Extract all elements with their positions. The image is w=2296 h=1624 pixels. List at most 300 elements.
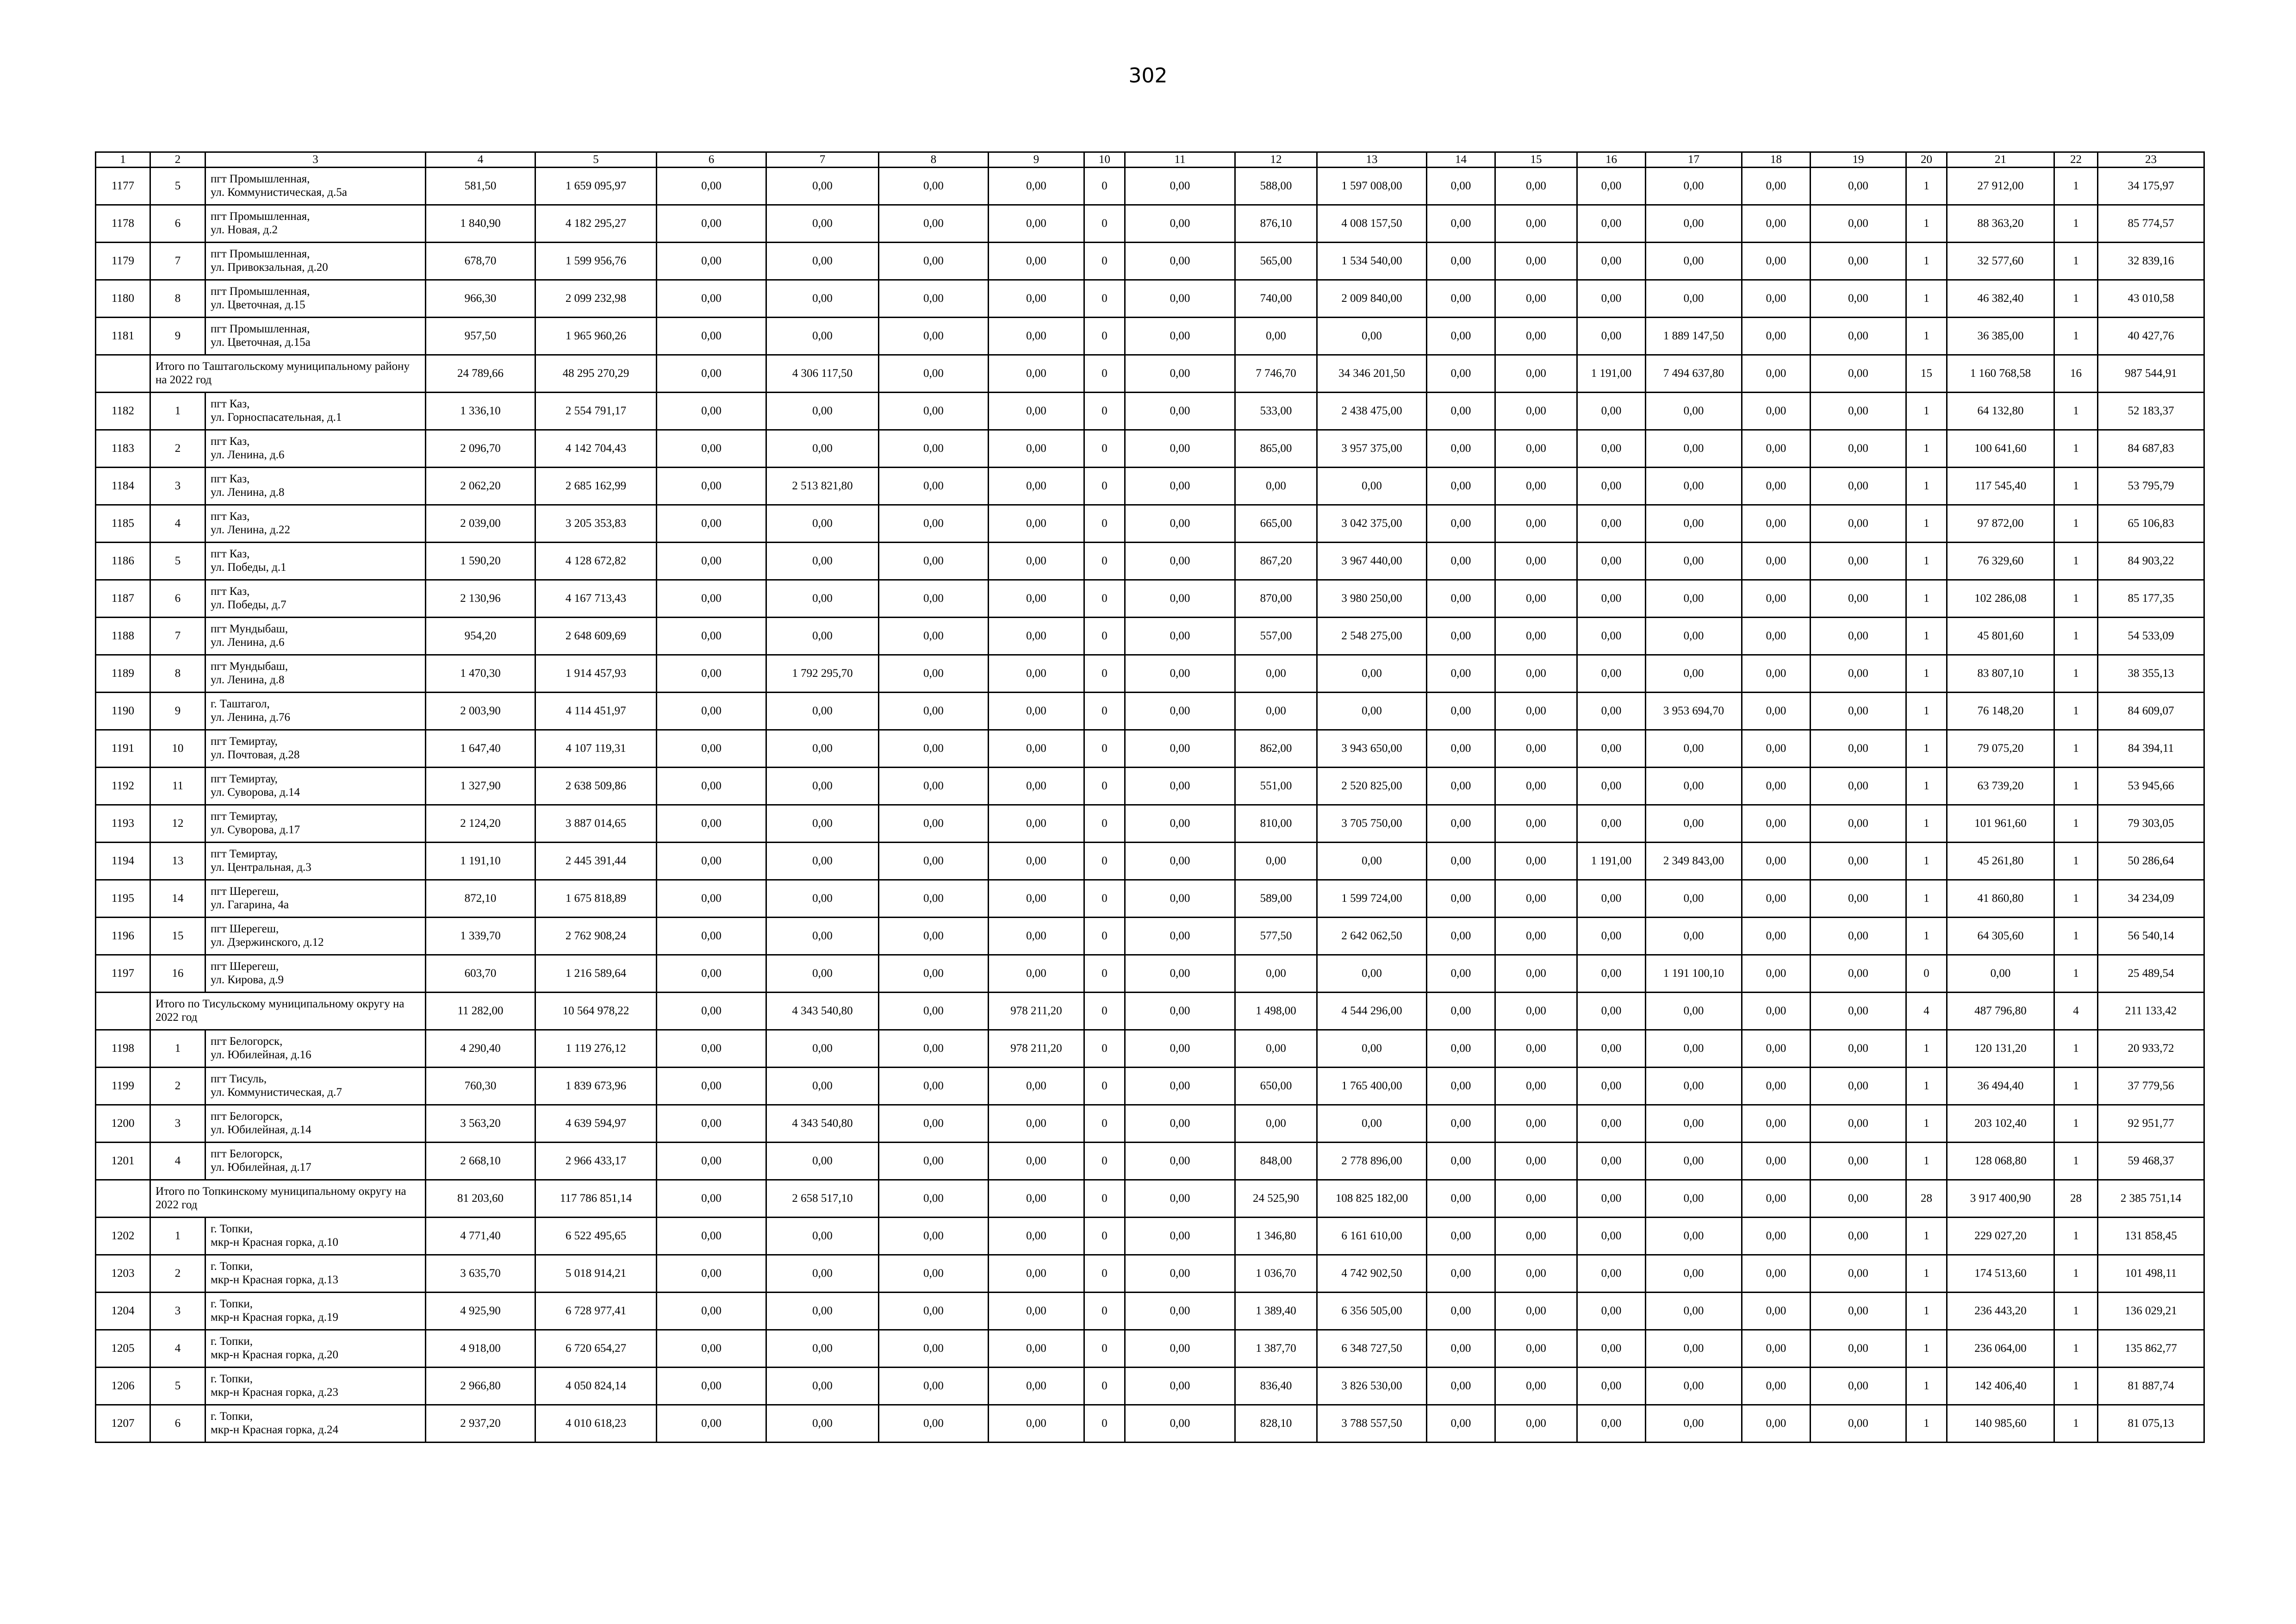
value-cell: 1	[1906, 880, 1947, 918]
value-cell: 1 160 768,58	[1947, 355, 2054, 393]
address-locality: пгт Промышленная,	[211, 285, 310, 298]
value-cell: 0,00	[1495, 1180, 1577, 1218]
value-cell: 0,00	[657, 1068, 766, 1105]
value-cell: 0,00	[1811, 1218, 1906, 1255]
value-cell: 0,00	[879, 1068, 989, 1105]
value-cell: 140 985,60	[1947, 1405, 2054, 1443]
value-cell: 0,00	[1125, 393, 1235, 430]
value-cell: 76 148,20	[1947, 693, 2054, 730]
address-cell	[205, 805, 426, 843]
value-cell: 872,10	[426, 880, 535, 918]
value-cell: 0,00	[657, 993, 766, 1030]
value-cell: 0,00	[1125, 355, 1235, 393]
value-cell: 1 387,70	[1235, 1330, 1317, 1368]
value-cell: 1	[2054, 768, 2098, 805]
value-cell: 0,00	[1577, 955, 1646, 993]
column-header: 12	[1235, 152, 1317, 168]
value-cell: 1	[1906, 1030, 1947, 1068]
value-cell: 0	[1084, 280, 1125, 318]
value-cell: 0,00	[989, 655, 1084, 693]
value-cell: 0,00	[1577, 168, 1646, 205]
value-cell: 0	[1084, 1293, 1125, 1330]
value-cell: 128 068,80	[1947, 1143, 2054, 1180]
address-cell	[205, 280, 426, 318]
table-row	[96, 1105, 2204, 1143]
value-cell: 85 774,57	[2098, 205, 2204, 243]
value-cell: 1	[2054, 1368, 2098, 1405]
value-cell: 0,00	[657, 580, 766, 618]
address-cell	[205, 1068, 426, 1105]
value-cell: 0,00	[1742, 618, 1811, 655]
value-cell: 1	[2054, 1330, 2098, 1368]
value-cell: 0,00	[766, 955, 879, 993]
row-number: 1190	[96, 693, 150, 730]
value-cell: 0,00	[1646, 1330, 1742, 1368]
value-cell: 0,00	[657, 655, 766, 693]
sub-number: 2	[150, 1255, 205, 1293]
value-cell: 0,00	[1495, 655, 1577, 693]
column-header: 13	[1317, 152, 1427, 168]
value-cell: 0,00	[1742, 1180, 1811, 1218]
value-cell: 1 534 540,00	[1317, 243, 1427, 280]
value-cell: 81 887,74	[2098, 1368, 2204, 1405]
value-cell: 0,00	[1577, 618, 1646, 655]
value-cell: 0,00	[657, 1368, 766, 1405]
address-street: ул. Привокзальная, д.20	[211, 261, 328, 274]
value-cell: 1	[1906, 1068, 1947, 1105]
value-cell: 0,00	[1427, 468, 1495, 505]
value-cell: 0,00	[989, 580, 1084, 618]
value-cell: 84 687,83	[2098, 430, 2204, 468]
address-locality: пгт Темиртау,	[211, 810, 278, 823]
value-cell: 0,00	[1646, 1405, 1742, 1443]
value-cell: 3 887 014,65	[535, 805, 657, 843]
sub-number: 13	[150, 843, 205, 880]
value-cell: 0,00	[989, 393, 1084, 430]
table-row	[96, 880, 2204, 918]
column-header: 8	[879, 152, 989, 168]
table-row	[96, 655, 2204, 693]
address-cell	[205, 580, 426, 618]
value-cell: 0	[1084, 1143, 1125, 1180]
value-cell: 2 778 896,00	[1317, 1143, 1427, 1180]
value-cell: 0	[1084, 1105, 1125, 1143]
value-cell: 64 132,80	[1947, 393, 2054, 430]
value-cell: 0,00	[1495, 468, 1577, 505]
value-cell: 2 039,00	[426, 505, 535, 543]
value-cell: 0,00	[989, 355, 1084, 393]
value-cell: 0,00	[1646, 1293, 1742, 1330]
value-cell: 0,00	[989, 505, 1084, 543]
value-cell: 0,00	[1646, 280, 1742, 318]
data-table	[95, 151, 2205, 1443]
address-cell	[205, 205, 426, 243]
value-cell: 1	[1906, 393, 1947, 430]
value-cell: 0,00	[989, 843, 1084, 880]
value-cell: 1	[2054, 205, 2098, 243]
value-cell: 0,00	[1125, 1180, 1235, 1218]
total-label: Итого по Тисульскому муниципальному округу на 2022 год	[150, 993, 426, 1030]
value-cell: 1 792 295,70	[766, 655, 879, 693]
table-row	[96, 1368, 2204, 1405]
value-cell: 117 545,40	[1947, 468, 2054, 505]
value-cell: 0,00	[1646, 1030, 1742, 1068]
value-cell: 0,00	[1495, 1143, 1577, 1180]
value-cell: 0,00	[1125, 1218, 1235, 1255]
address-cell	[205, 168, 426, 205]
value-cell: 3 917 400,90	[1947, 1180, 2054, 1218]
value-cell: 0,00	[1742, 580, 1811, 618]
value-cell: 25 489,54	[2098, 955, 2204, 993]
value-cell: 0,00	[1811, 1068, 1906, 1105]
value-cell: 0,00	[1427, 618, 1495, 655]
value-cell: 0,00	[1125, 1105, 1235, 1143]
value-cell: 1	[1906, 1218, 1947, 1255]
value-cell: 1	[1906, 243, 1947, 280]
value-cell: 1	[1906, 693, 1947, 730]
value-cell: 0,00	[1577, 1068, 1646, 1105]
value-cell: 0,00	[1646, 730, 1742, 768]
value-cell: 0,00	[1427, 505, 1495, 543]
value-cell: 0,00	[766, 168, 879, 205]
value-cell: 0,00	[879, 205, 989, 243]
value-cell: 0,00	[1495, 843, 1577, 880]
value-cell: 56 540,14	[2098, 918, 2204, 955]
value-cell: 101 498,11	[2098, 1255, 2204, 1293]
address-cell	[205, 505, 426, 543]
address-cell	[205, 243, 426, 280]
value-cell: 0,00	[879, 693, 989, 730]
value-cell: 53 795,79	[2098, 468, 2204, 505]
value-cell: 236 443,20	[1947, 1293, 2054, 1330]
table-row	[96, 205, 2204, 243]
address-street: мкр-н Красная горка, д.23	[211, 1386, 338, 1399]
value-cell: 0,00	[1125, 1405, 1235, 1443]
sub-number: 9	[150, 693, 205, 730]
value-cell: 0,00	[1811, 655, 1906, 693]
value-cell: 0,00	[1125, 1293, 1235, 1330]
value-cell: 0,00	[1742, 543, 1811, 580]
value-cell: 0,00	[1577, 318, 1646, 355]
value-cell: 0,00	[1495, 1255, 1577, 1293]
address-street: мкр-н Красная горка, д.24	[211, 1424, 338, 1436]
column-header: 3	[205, 152, 426, 168]
table-row	[96, 168, 2204, 205]
value-cell: 84 609,07	[2098, 693, 2204, 730]
row-number: 1182	[96, 393, 150, 430]
value-cell: 4 742 902,50	[1317, 1255, 1427, 1293]
value-cell: 0,00	[657, 955, 766, 993]
sub-number: 10	[150, 730, 205, 768]
value-cell: 0,00	[1742, 468, 1811, 505]
value-cell: 1	[1906, 430, 1947, 468]
address-street: ул. Цветочная, д.15а	[211, 336, 311, 349]
value-cell: 3 826 530,00	[1317, 1368, 1427, 1405]
value-cell: 0,00	[1495, 205, 1577, 243]
table-row	[96, 505, 2204, 543]
value-cell: 16	[2054, 355, 2098, 393]
address-cell	[205, 1255, 426, 1293]
address-street: ул. Ленина, д.8	[211, 674, 285, 686]
value-cell: 0,00	[1577, 1255, 1646, 1293]
value-cell: 551,00	[1235, 768, 1317, 805]
value-cell: 1 840,90	[426, 205, 535, 243]
value-cell: 0,00	[657, 505, 766, 543]
value-cell: 589,00	[1235, 880, 1317, 918]
value-cell: 2 099 232,98	[535, 280, 657, 318]
value-cell: 0,00	[1427, 1293, 1495, 1330]
value-cell: 0,00	[1646, 1255, 1742, 1293]
value-cell: 0,00	[879, 393, 989, 430]
value-cell: 3 705 750,00	[1317, 805, 1427, 843]
address-locality: г. Топки,	[211, 1223, 253, 1236]
value-cell: 36 385,00	[1947, 318, 2054, 355]
value-cell: 1	[1906, 280, 1947, 318]
value-cell: 0,00	[1577, 1218, 1646, 1255]
value-cell: 0,00	[657, 880, 766, 918]
value-cell: 0,00	[879, 1293, 989, 1330]
value-cell: 0,00	[1742, 1255, 1811, 1293]
value-cell: 0,00	[879, 1030, 989, 1068]
value-cell: 533,00	[1235, 393, 1317, 430]
value-cell: 101 961,60	[1947, 805, 2054, 843]
value-cell: 0,00	[766, 730, 879, 768]
value-cell: 1	[2054, 843, 2098, 880]
value-cell: 0,00	[1427, 1255, 1495, 1293]
value-cell: 577,50	[1235, 918, 1317, 955]
value-cell: 0,00	[1646, 618, 1742, 655]
value-cell: 0,00	[1125, 618, 1235, 655]
header-row	[96, 152, 2204, 168]
value-cell: 52 183,37	[2098, 393, 2204, 430]
value-cell: 0,00	[1742, 1030, 1811, 1068]
sub-number: 5	[150, 1368, 205, 1405]
row-number: 1203	[96, 1255, 150, 1293]
value-cell: 0,00	[989, 1218, 1084, 1255]
value-cell: 102 286,08	[1947, 580, 2054, 618]
address-street: ул. Дзержинского, д.12	[211, 936, 324, 949]
value-cell: 0,00	[1811, 430, 1906, 468]
value-cell: 41 860,80	[1947, 880, 2054, 918]
value-cell: 0,00	[1742, 843, 1811, 880]
value-cell: 0,00	[1427, 918, 1495, 955]
value-cell: 0,00	[1235, 843, 1317, 880]
value-cell: 0,00	[1317, 843, 1427, 880]
value-cell: 1 191,00	[1577, 843, 1646, 880]
value-cell: 100 641,60	[1947, 430, 2054, 468]
value-cell: 0,00	[1742, 280, 1811, 318]
column-header: 5	[535, 152, 657, 168]
value-cell: 0,00	[1811, 955, 1906, 993]
value-cell: 0,00	[879, 1368, 989, 1405]
value-cell: 0,00	[1125, 880, 1235, 918]
column-header: 6	[657, 152, 766, 168]
value-cell: 0,00	[1427, 1030, 1495, 1068]
value-cell: 0	[1084, 430, 1125, 468]
value-cell: 92 951,77	[2098, 1105, 2204, 1143]
value-cell: 1 346,80	[1235, 1218, 1317, 1255]
value-cell: 6 161 610,00	[1317, 1218, 1427, 1255]
row-number: 1195	[96, 880, 150, 918]
address-locality: г. Топки,	[211, 1298, 253, 1311]
value-cell: 1	[2054, 318, 2098, 355]
value-cell: 0,00	[657, 280, 766, 318]
value-cell: 6 356 505,00	[1317, 1293, 1427, 1330]
value-cell: 0,00	[1811, 1030, 1906, 1068]
column-header: 16	[1577, 152, 1646, 168]
address-street: ул. Новая, д.2	[211, 224, 278, 236]
value-cell: 0,00	[879, 993, 989, 1030]
row-number: 1181	[96, 318, 150, 355]
value-cell: 1	[2054, 918, 2098, 955]
value-cell: 135 862,77	[2098, 1330, 2204, 1368]
row-number: 1201	[96, 1143, 150, 1180]
value-cell: 0,00	[1742, 1218, 1811, 1255]
value-cell: 0,00	[1577, 543, 1646, 580]
value-cell: 0,00	[1125, 318, 1235, 355]
value-cell: 0,00	[1646, 1218, 1742, 1255]
value-cell: 0,00	[1742, 693, 1811, 730]
value-cell: 0	[1084, 1218, 1125, 1255]
value-cell: 34 175,97	[2098, 168, 2204, 205]
value-cell: 1 339,70	[426, 918, 535, 955]
address-street: ул. Коммунистическая, д.7	[211, 1086, 342, 1099]
value-cell: 0,00	[1742, 393, 1811, 430]
value-cell: 0,00	[1811, 880, 1906, 918]
value-cell: 0,00	[1577, 918, 1646, 955]
value-cell: 0	[1084, 993, 1125, 1030]
value-cell: 0,00	[1427, 1405, 1495, 1443]
value-cell: 1	[1906, 1105, 1947, 1143]
value-cell: 0,00	[1427, 280, 1495, 318]
address-street: ул. Кирова, д.9	[211, 974, 284, 986]
value-cell: 0,00	[766, 880, 879, 918]
value-cell: 0,00	[879, 843, 989, 880]
value-cell: 0	[1084, 393, 1125, 430]
value-cell: 4 142 704,43	[535, 430, 657, 468]
value-cell: 0,00	[1646, 580, 1742, 618]
value-cell: 0,00	[1577, 730, 1646, 768]
value-cell: 1 765 400,00	[1317, 1068, 1427, 1105]
value-cell: 0	[1084, 1068, 1125, 1105]
value-cell: 0,00	[1646, 1143, 1742, 1180]
value-cell: 4 925,90	[426, 1293, 535, 1330]
value-cell: 40 427,76	[2098, 318, 2204, 355]
value-cell: 1	[1906, 1293, 1947, 1330]
value-cell: 3 635,70	[426, 1255, 535, 1293]
sub-number: 4	[150, 505, 205, 543]
address-locality: пгт Мундыбаш,	[211, 660, 288, 673]
value-cell: 0,00	[1646, 1105, 1742, 1143]
address-street: ул. Ленина, д.76	[211, 711, 290, 724]
value-cell: 1	[2054, 805, 2098, 843]
value-cell: 0,00	[1125, 430, 1235, 468]
value-cell: 2 009 840,00	[1317, 280, 1427, 318]
value-cell: 2 685 162,99	[535, 468, 657, 505]
address-locality: пгт Шерегеш,	[211, 885, 279, 898]
value-cell: 0	[1084, 355, 1125, 393]
value-cell: 15	[1906, 355, 1947, 393]
value-cell: 0,00	[1427, 1068, 1495, 1105]
address-locality: пгт Промышленная,	[211, 210, 310, 223]
value-cell: 0	[1084, 1030, 1125, 1068]
value-cell: 0,00	[1742, 918, 1811, 955]
address-cell	[205, 918, 426, 955]
value-cell: 2 513 821,80	[766, 468, 879, 505]
value-cell: 1 336,10	[426, 393, 535, 430]
sub-number: 6	[150, 205, 205, 243]
value-cell: 3 563,20	[426, 1105, 535, 1143]
value-cell: 867,20	[1235, 543, 1317, 580]
value-cell: 0	[1084, 505, 1125, 543]
value-cell: 24 525,90	[1235, 1180, 1317, 1218]
value-cell: 0,00	[1495, 618, 1577, 655]
value-cell: 0	[1084, 1180, 1125, 1218]
row-number: 1205	[96, 1330, 150, 1368]
value-cell: 0,00	[766, 580, 879, 618]
value-cell: 1	[2054, 1143, 2098, 1180]
value-cell: 0,00	[1577, 993, 1646, 1030]
value-cell: 5 018 914,21	[535, 1255, 657, 1293]
value-cell: 0,00	[1811, 730, 1906, 768]
value-cell: 43 010,58	[2098, 280, 2204, 318]
value-cell: 0,00	[1495, 730, 1577, 768]
value-cell: 1	[2054, 243, 2098, 280]
value-cell: 0,00	[657, 1293, 766, 1330]
value-cell: 1	[2054, 730, 2098, 768]
address-locality: г. Топки,	[211, 1260, 253, 1273]
value-cell: 0,00	[1811, 1405, 1906, 1443]
value-cell: 4 008 157,50	[1317, 205, 1427, 243]
value-cell: 0,00	[1742, 955, 1811, 993]
row-number: 1199	[96, 1068, 150, 1105]
value-cell: 1 036,70	[1235, 1255, 1317, 1293]
address-cell	[205, 1030, 426, 1068]
row-number: 1207	[96, 1405, 150, 1443]
row-number: 1197	[96, 955, 150, 993]
value-cell: 0,00	[879, 1105, 989, 1143]
value-cell: 0,00	[1427, 880, 1495, 918]
value-cell: 1 216 589,64	[535, 955, 657, 993]
value-cell: 1	[1906, 318, 1947, 355]
value-cell: 0,00	[879, 468, 989, 505]
value-cell: 4 114 451,97	[535, 693, 657, 730]
value-cell: 0,00	[1811, 580, 1906, 618]
value-cell: 0,00	[1495, 1405, 1577, 1443]
value-cell: 0,00	[1577, 505, 1646, 543]
value-cell: 0,00	[1646, 1368, 1742, 1405]
address-street: мкр-н Красная горка, д.13	[211, 1274, 338, 1286]
value-cell: 0,00	[1646, 768, 1742, 805]
value-cell: 0,00	[879, 805, 989, 843]
value-cell: 32 577,60	[1947, 243, 2054, 280]
value-cell: 0,00	[1742, 768, 1811, 805]
sub-number: 3	[150, 1293, 205, 1330]
column-header: 22	[2054, 152, 2098, 168]
value-cell: 0,00	[1125, 1255, 1235, 1293]
value-cell: 4 128 672,82	[535, 543, 657, 580]
value-cell: 0,00	[1742, 1330, 1811, 1368]
value-cell: 0,00	[1125, 655, 1235, 693]
value-cell: 865,00	[1235, 430, 1317, 468]
value-cell: 46 382,40	[1947, 280, 2054, 318]
address-locality: пгт Каз,	[211, 510, 250, 523]
value-cell: 1	[1906, 843, 1947, 880]
row-number: 1177	[96, 168, 150, 205]
value-cell: 0,00	[1646, 805, 1742, 843]
table-row	[96, 730, 2204, 768]
value-cell: 0,00	[1811, 243, 1906, 280]
